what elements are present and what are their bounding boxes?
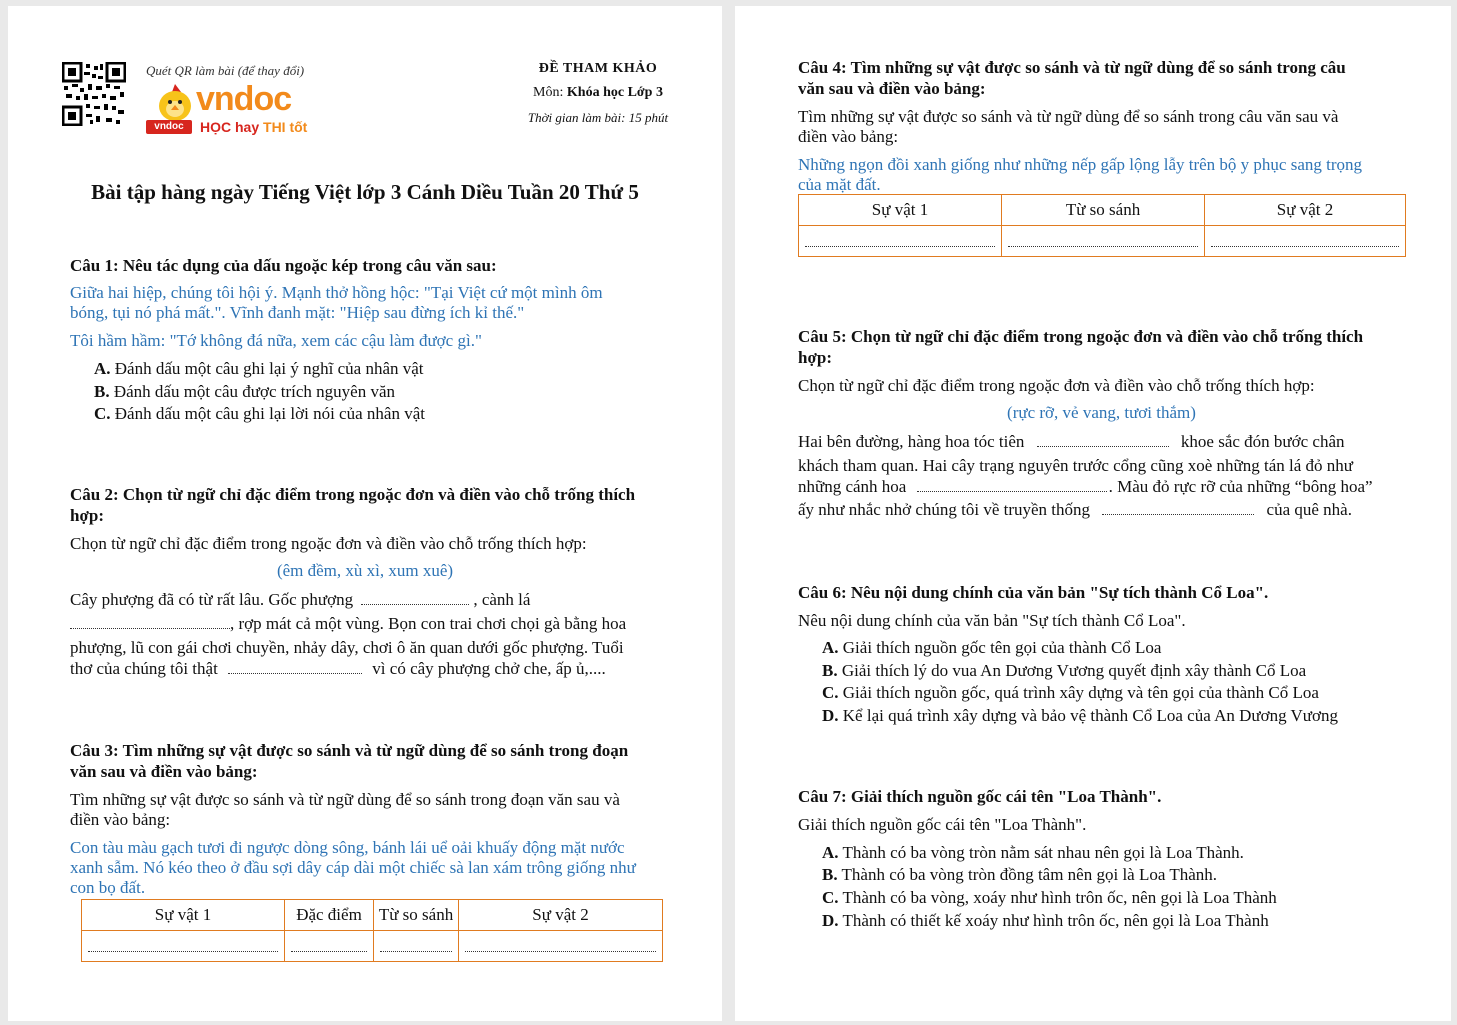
answer-blank[interactable] <box>805 236 995 247</box>
q3-answer-cell[interactable] <box>459 931 663 962</box>
q5-line1 <box>798 431 1345 452</box>
qr-caption: Quét QR làm bài (để thay đổi) <box>146 63 305 78</box>
q7-instruction: Giải thích nguồn gốc cái tên "Loa Thành". <box>798 815 1087 834</box>
q7-title: Câu 7: Giải thích nguồn gốc cái tên "Loa Thành". <box>798 787 1162 806</box>
q6-option-d-text: Kể lại quá trình xây dựng và bảo vệ thành Cổ Loa của An Dương Vương <box>838 706 1339 725</box>
subject-label: Môn: <box>533 85 564 100</box>
q5-line1-text: Hai bên đường, hàng hoa tóc tiên <box>798 432 1025 451</box>
q5-title-line1: Câu 5: Chọn từ ngữ chỉ đặc điểm trong ngoặc đơn và điền vào chỗ trống thích <box>798 327 1364 346</box>
q5-line2: khách tham quan. Hai cây trạng nguyên trước cổng cũng xoè những tán lá đỏ như <box>798 456 1353 475</box>
q6-option-a[interactable] <box>822 637 1161 659</box>
table-header-row <box>82 900 663 931</box>
table-row <box>82 931 663 962</box>
q3-header-cell: Sự vật 2 <box>459 900 663 931</box>
q4-instruction-line2: điền vào bảng: <box>798 127 899 146</box>
q1-option-c[interactable] <box>94 403 425 425</box>
document-title: Bài tập hàng ngày Tiếng Việt lớp 3 Cánh Diều Tuần 20 Thứ 5 <box>91 180 639 204</box>
answer-blank[interactable] <box>88 941 278 952</box>
q7-option-d-letter: D. <box>822 911 839 930</box>
answer-blank[interactable] <box>1211 236 1399 247</box>
q6-option-b-letter: B. <box>822 661 838 680</box>
page-right <box>735 6 1451 1021</box>
q2-blank-2[interactable] <box>70 616 230 629</box>
q2-line1 <box>70 589 530 610</box>
q3-header-cell: Đặc điểm <box>285 900 374 931</box>
q6-option-a-text: Giải thích nguồn gốc tên gọi của thành Cổ Loa <box>838 638 1162 657</box>
q4-title-line2: văn sau và điền vào bảng: <box>798 79 986 98</box>
q1-option-b-text: Đánh dấu một câu được trích nguyên văn <box>109 382 395 401</box>
table-header-row <box>799 195 1406 226</box>
q3-title-line1: Câu 3: Tìm những sự vật được so sánh và từ ngữ dùng để so sánh trong đoạn <box>70 741 629 760</box>
q5-line4-text: ấy như nhắc nhở chúng tôi về truyền thống <box>798 500 1091 519</box>
q1-passage-line2: bóng, tụi nó phá mất.". Vĩnh đanh mặt: "Hiệp sau đừng ích kỉ thế." <box>70 303 525 322</box>
logo-wordmark: vndoc <box>196 80 292 118</box>
q5-blank-2[interactable] <box>917 479 1107 492</box>
q5-blank-3[interactable] <box>1102 502 1254 515</box>
q4-header-cell: Sự vật 2 <box>1205 195 1406 226</box>
logo-badge: vndoc <box>146 120 192 134</box>
q3-title-line2: văn sau và điền vào bảng: <box>70 762 258 781</box>
q6-title: Câu 6: Nêu nội dung chính của văn bản "Sự tích thành Cổ Loa". <box>798 583 1269 602</box>
subject-value: Khóa học Lớp 3 <box>566 85 663 100</box>
q4-header-cell: Từ so sánh <box>1002 195 1205 226</box>
q3-answer-cell[interactable] <box>374 931 459 962</box>
qr-code-icon[interactable] <box>62 62 126 126</box>
q3-passage-line1: Con tàu màu gạch tươi đi ngược dòng sông, bánh lái uể oải khuấy động mặt nước <box>70 838 625 857</box>
table-row <box>799 226 1406 257</box>
q3-header-cell: Sự vật 1 <box>82 900 285 931</box>
q2-title-line1: Câu 2: Chọn từ ngữ chỉ đặc điểm trong ngoặc đơn và điền vào chỗ trống thích <box>70 485 636 504</box>
q6-option-c-text: Giải thích nguồn gốc, quá trình xây dựng và tên gọi của thành Cổ Loa <box>838 683 1319 702</box>
q1-option-c-letter: C. <box>94 404 111 423</box>
q3-header-cell: Từ so sánh <box>374 900 459 931</box>
q1-option-b-letter: B. <box>94 382 110 401</box>
q7-option-b-text: Thành có ba vòng tròn đồng tâm nên gọi là Loa Thành. <box>837 865 1218 884</box>
q2-blank-1[interactable] <box>361 592 469 605</box>
subject-line <box>513 85 683 101</box>
q1-option-b[interactable] <box>94 381 395 403</box>
q7-option-c-letter: C. <box>822 888 839 907</box>
q3-answer-cell[interactable] <box>285 931 374 962</box>
q5-blank-1[interactable] <box>1037 434 1169 447</box>
q2-line4 <box>70 658 606 679</box>
q7-option-a-text: Thành có ba vòng tròn nằm sát nhau nên gọi là Loa Thành. <box>838 843 1244 862</box>
q5-line3 <box>798 476 1373 497</box>
q2-line1-tail: , cành lá <box>473 590 531 609</box>
answer-blank[interactable] <box>1008 236 1198 247</box>
q1-title: Câu 1: Nêu tác dụng của dấu ngoặc kép trong câu văn sau: <box>70 256 497 275</box>
q2-line2-text: , rợp mát cả một vùng. Bọn con trai chơi chọi gà bằng hoa <box>230 614 627 633</box>
logo-slogan-part1: HỌC hay <box>200 119 260 135</box>
q2-choices: (êm đềm, xù xì, xum xuê) <box>276 561 454 580</box>
q2-line2 <box>70 613 626 634</box>
q2-line4-text: thơ của chúng tôi thật <box>70 659 218 678</box>
q1-passage-line1: Giữa hai hiệp, chúng tôi hội ý. Mạnh thở hồng hộc: "Tại Việt cứ một mình ôm <box>70 283 603 302</box>
q7-option-a-letter: A. <box>822 843 839 862</box>
q3-instruction-line2: điền vào bảng: <box>70 810 171 829</box>
q6-instruction: Nêu nội dung chính của văn bản "Sự tích thành Cổ Loa". <box>798 611 1186 630</box>
q4-title-line1: Câu 4: Tìm những sự vật được so sánh và từ ngữ dùng để so sánh trong câu <box>798 58 1346 77</box>
q7-option-c[interactable] <box>822 887 1277 909</box>
answer-blank[interactable] <box>380 941 452 952</box>
page-left <box>8 6 722 1021</box>
q2-title-line2: hợp: <box>70 506 104 525</box>
q4-answer-table <box>798 194 1406 257</box>
q4-answer-cell[interactable] <box>1205 226 1406 257</box>
q6-option-a-letter: A. <box>822 638 839 657</box>
q1-passage-line3: Tôi hầm hầm: "Tớ không đá nữa, xem các cậu làm được gì." <box>70 331 482 350</box>
q5-instruction: Chọn từ ngữ chỉ đặc điểm trong ngoặc đơn và điền vào chỗ trống thích hợp: <box>798 376 1315 395</box>
q2-line4-tail: vì có cây phượng chở che, ấp ủ,.... <box>372 659 606 678</box>
q6-option-c[interactable] <box>822 682 1319 704</box>
q7-option-a[interactable] <box>822 842 1244 864</box>
q3-answer-cell[interactable] <box>82 931 285 962</box>
q4-passage-line1: Những ngọn đồi xanh giống như những nếp gấp lộng lẫy trên bộ y phục sang trọng <box>798 155 1363 174</box>
q4-instruction-line1: Tìm những sự vật được so sánh và từ ngữ dùng để so sánh trong câu văn sau và <box>798 107 1339 126</box>
q5-title-line2: hợp: <box>798 348 832 367</box>
q6-option-c-letter: C. <box>822 683 839 702</box>
q5-line3-text: những cánh hoa <box>798 477 907 496</box>
q6-option-b-text: Giải thích lý do vua An Dương Vương quyết định xây thành Cổ Loa <box>837 661 1307 680</box>
logo-slogan <box>200 118 307 136</box>
q5-line4-tail: của quê nhà. <box>1266 500 1352 519</box>
q2-instruction: Chọn từ ngữ chỉ đặc điểm trong ngoặc đơn và điền vào chỗ trống thích hợp: <box>70 534 587 553</box>
q5-line1-tail: khoe sắc đón bước chân <box>1180 432 1345 451</box>
q2-line1-text: Cây phượng đã có từ rất lâu. Gốc phượng <box>70 590 354 609</box>
q1-option-a-text: Đánh dấu một câu ghi lại ý nghĩ của nhân vật <box>110 359 424 378</box>
q1-option-a[interactable] <box>94 358 424 380</box>
q3-instruction-line1: Tìm những sự vật được so sánh và từ ngữ dùng để so sánh trong đoạn văn sau và <box>70 790 620 809</box>
q7-option-d-text: Thành có thiết kế xoáy như hình trôn ốc, nên gọi là Loa Thành <box>838 911 1269 930</box>
q3-answer-table <box>81 899 663 962</box>
q5-line3-tail: . Màu đỏ rực rỡ của những “bông hoa” <box>1108 477 1373 496</box>
q3-passage-line2: xanh sẫm. Nó kéo theo ở đầu sợi dây cáp dài một chiếc sà lan xám trông giống như <box>70 858 636 877</box>
q3-passage-line3: con bọ đất. <box>70 878 146 897</box>
q4-answer-cell[interactable] <box>799 226 1002 257</box>
q7-option-d[interactable] <box>822 910 1269 932</box>
answer-blank[interactable] <box>465 941 656 952</box>
logo-slogan-part2: THI tốt <box>263 119 308 135</box>
q2-blank-3[interactable] <box>228 661 362 674</box>
q7-option-c-text: Thành có ba vòng, xoáy như hình trôn ốc, nên gọi là Loa Thành <box>838 888 1277 907</box>
q5-choices: (rực rỡ, vẻ vang, tươi thắm) <box>1007 403 1196 422</box>
reference-title: ĐỀ THAM KHẢO <box>538 61 658 76</box>
q4-passage-line2: của mặt đất. <box>798 175 881 194</box>
q4-answer-cell[interactable] <box>1002 226 1205 257</box>
q5-line4 <box>798 499 1352 520</box>
q7-option-b[interactable] <box>822 864 1217 886</box>
answer-blank[interactable] <box>291 941 367 952</box>
q4-header-cell: Sự vật 1 <box>799 195 1002 226</box>
q6-option-d-letter: D. <box>822 706 839 725</box>
q1-option-a-letter: A. <box>94 359 111 378</box>
q7-option-b-letter: B. <box>822 865 838 884</box>
q2-line3: phượng, lũ con gái chơi chuyền, nhảy dây, chơi ô ăn quan dưới gốc phượng. Tuổi <box>70 638 624 657</box>
time-limit: Thời gian làm bài: 15 phút <box>527 110 669 125</box>
vndoc-logo[interactable] <box>146 80 318 136</box>
q1-option-c-text: Đánh dấu một câu ghi lại lời nói của nhân vật <box>110 404 425 423</box>
q6-option-b[interactable] <box>822 660 1306 682</box>
q6-option-d[interactable] <box>822 705 1338 727</box>
